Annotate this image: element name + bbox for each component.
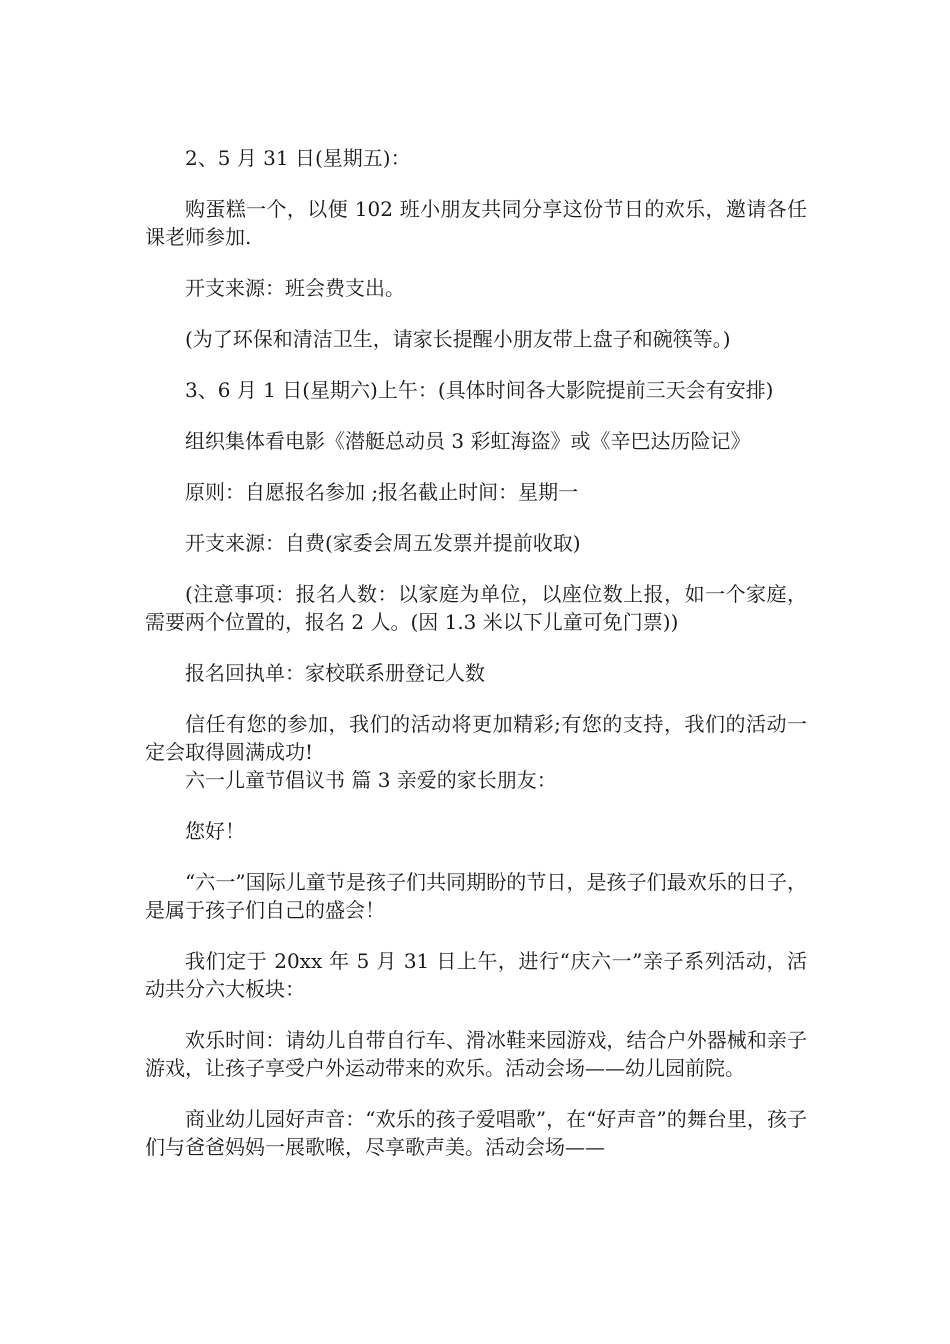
paragraph: 购蛋糕一个，以便 102 班小朋友共同分享这份节日的欢乐，邀请各任课老师参加.	[145, 197, 807, 249]
paragraph: (为了环保和清洁卫生，请家长提醒小朋友带上盘子和碗筷等。)	[185, 327, 731, 351]
paragraph: “六一”国际儿童节是孩子们共同期盼的节日，是孩子们最欢乐的日子，是属于孩子们自己的盛会！	[145, 870, 807, 922]
paragraph: 报名回执单：家校联系册登记人数	[185, 661, 485, 685]
paragraph: 组织集体看电影《潜艇总动员 3 彩虹海盗》或《辛巴达历险记》	[185, 429, 751, 453]
paragraph: 2、5 月 31 日(星期五)：	[185, 146, 411, 170]
paragraph: 原则：自愿报名参加 ;报名截止时间：星期一	[185, 480, 579, 504]
section-heading: 六一儿童节倡议书 篇 3 亲爱的家长朋友：	[185, 768, 557, 792]
paragraph: 3、6 月 1 日(星期六)上午：(具体时间各大影院提前三天会有安排)	[185, 378, 774, 402]
paragraph: 欢乐时间：请幼儿自带自行车、滑冰鞋来园游戏，结合户外器械和亲子游戏，让孩子享受户外运动带来的欢乐。活动会场——幼儿园前院。	[145, 1028, 807, 1080]
paragraph: 商业幼儿园好声音：“欢乐的孩子爱唱歌”，在“好声音”的舞台里，孩子们与爸爸妈妈一展歌喉，尽享歌声美。活动会场——	[145, 1107, 807, 1159]
paragraph: 开支来源：自费(家委会周五发票并提前收取)	[185, 531, 581, 555]
paragraph: 开支来源：班会费支出。	[185, 276, 405, 300]
document-body	[145, 144, 807, 1184]
greeting: 您好！	[185, 819, 245, 843]
paragraph: (注意事项：报名人数：以家庭为单位，以座位数上报，如一个家庭，需要两个位置的，报名 2 人。(因 1.3 米以下儿童可免门票))	[145, 582, 807, 634]
paragraph: 我们定于 20xx 年 5 月 31 日上午，进行“庆六一”亲子系列活动，活动共分六大板块：	[145, 949, 807, 1001]
paragraph: 信任有您的参加，我们的活动将更加精彩;有您的支持，我们的活动一定会取得圆满成功!	[145, 712, 807, 764]
